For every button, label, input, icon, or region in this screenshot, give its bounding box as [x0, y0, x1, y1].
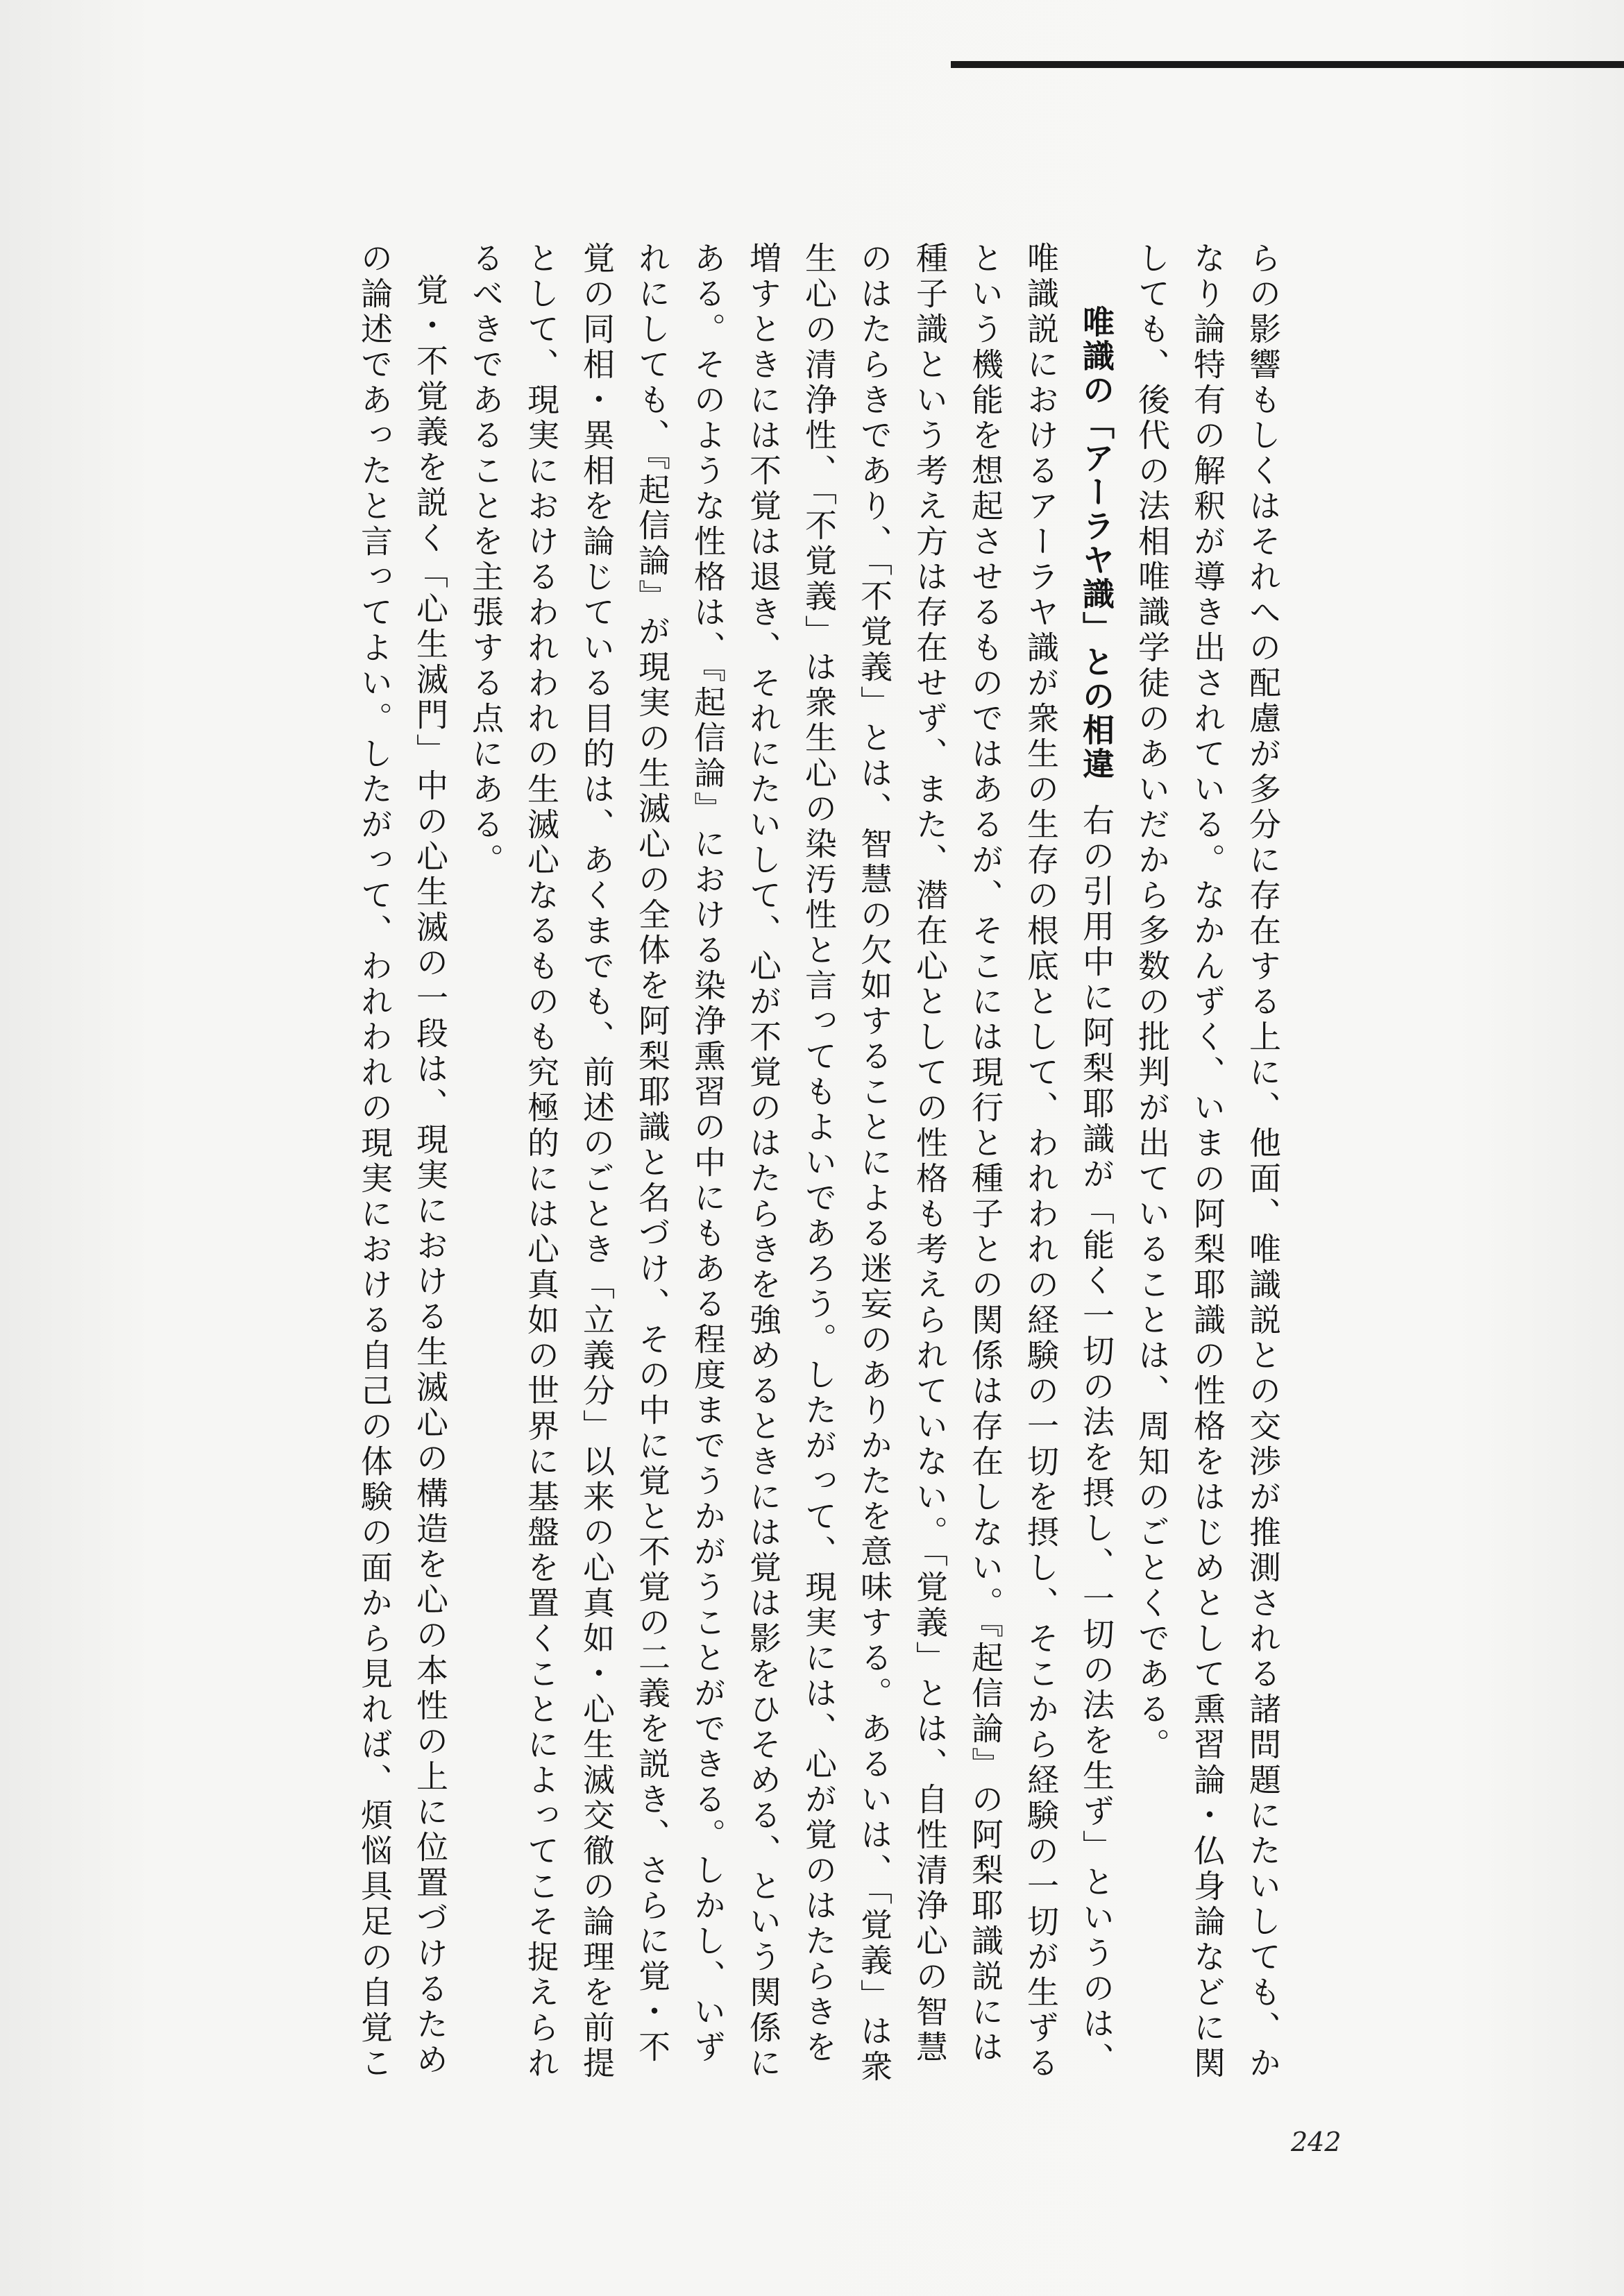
text-line-12: れにしても、『起信論』が現実の生滅心の全体を阿梨耶識と名づけ、その中に覚と不覚の二義を説き、さらに覚・不 [634, 241, 671, 2066]
text-line-3: しても、後代の法相唯識学徒のあいだから多数の批判が出ていることは、周知のごとくである。 [1133, 241, 1171, 1763]
section-heading: 唯識の「アーラヤ識」との相違 [1078, 305, 1115, 781]
text-line-8: のはたらきであり、「不覚義」とは、智慧の欠如することによる迷妄のありかたを意味する。あるいは、「覚義」は衆 [856, 241, 893, 2085]
page-number: 242 [1291, 2127, 1342, 2157]
text-line-6: という機能を想起させるものではあるが、そこには現行と種子との関係は存在しない。『起信論』の阿梨耶識説には [967, 241, 1004, 2066]
header-rule [951, 61, 1624, 68]
text-line-2: なり論特有の解釈が導き出されている。なかんずく、いまの阿梨耶識の性格をはじめとして熏習論・仏身論などに関 [1189, 241, 1226, 2082]
heading-line-continuation: 右の引用中に阿梨耶識が「能く一切の法を摂し、一切の法を生ず」というのは、 [1078, 803, 1115, 2077]
text-line-13: 覚の同相・異相を論じている目的は、あくまでも、前述のごとき「立義分」以来の心真如・心生滅交徹の論理を前提 [578, 241, 616, 2082]
text-line-5: 唯識説におけるアーラヤ識が衆生の生存の根底として、われわれの経験の一切を摂し、そこから経験の一切が生ずる [1022, 241, 1060, 2082]
text-line-7: 種子識という考え方は存在せず、また、潜在心としての性格も考えられていない。「覚義」とは、自性清浄心の智慧 [911, 241, 949, 2066]
text-line-11: ある。そのような性格は、『起信論』における染浄熏習の中にもある程度までうかがうことができる。しかし、いず [689, 241, 727, 2066]
text-line-10: 増すときには不覚は退き、それにたいして、心が不覚のはたらきを強めるときには覚は影をひそめる、という関係に [745, 241, 782, 2082]
text-line-16: 覚・不覚義を説く「心生滅門」中の心生滅の一段は、現実における生滅心の構造を心の本性の上に位置づけるため [412, 273, 449, 2078]
section-heading-line [1069, 241, 1124, 2077]
text-line-9: 生心の清浄性、「不覚義」は衆生心の染汚性と言ってもよいであろう。したがって、現実には、心が覚のはたらきを [800, 241, 838, 2066]
text-line-17: の論述であったと言ってよい。したがって、われわれの現実における自己の体験の面から見れば、煩悩具足の自覚こ [356, 241, 394, 2082]
text-line-14: として、現実におけるわれわれの生滅心なるものも究極的には心真如の世界に基盤を置くことによってこそ捉えられ [523, 241, 560, 2082]
text-line-15: るべきであることを主張する点にある。 [467, 241, 505, 878]
body-text [208, 241, 1291, 2085]
text-line-1: らの影響もしくはそれへの配慮が多分に存在する上に、他面、唯識説との交渉が推測される諸問題にたいしても、か [1244, 241, 1282, 2082]
